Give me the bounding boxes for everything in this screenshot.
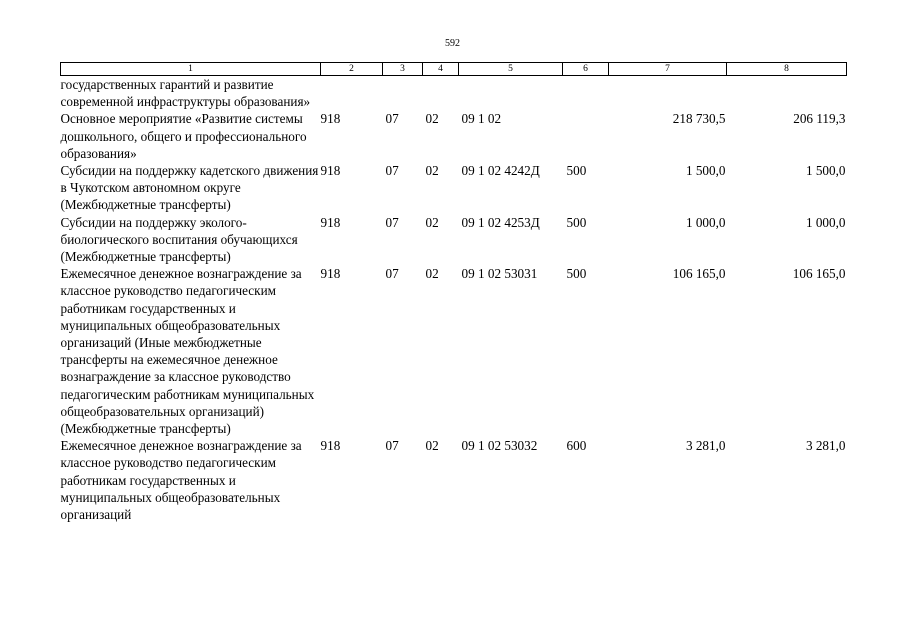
row-expense-type: 500 xyxy=(566,163,587,179)
row-expense-type: 500 xyxy=(566,266,587,282)
row-sum-2: 1 000,0 xyxy=(805,214,846,230)
row-expense-type: 500 xyxy=(566,214,587,230)
row-sum-2 xyxy=(727,76,847,111)
row-section: 07 xyxy=(385,111,399,127)
row-subsection: 02 xyxy=(425,163,439,179)
row-sum-1: 218 730,5 xyxy=(672,111,726,127)
column-header: 6 xyxy=(563,63,609,76)
column-header: 8 xyxy=(727,63,847,76)
row-sum-2: 1 500,0 xyxy=(805,163,846,179)
column-header: 7 xyxy=(609,63,727,76)
row-name: Субсидии на поддержку кадетского движения в Чукотском автономном округе (Межбюджетные трансферты) xyxy=(60,163,319,213)
row-subsection: 02 xyxy=(425,214,439,230)
row-section xyxy=(383,76,423,111)
row-section: 07 xyxy=(385,214,399,230)
row-expense-type: 600 xyxy=(566,438,587,454)
row-sum-2: 3 281,0 xyxy=(805,438,846,454)
row-name: Ежемесячное денежное вознаграждение за классное руководство педагогическим работникам государственных и муниципальных общеобразовательных организаций (Иные межбюджетные трансферты на ежемесячное денежное вознаграждение за классное руководство педагогическим работникам муниципальных общеобразовательных организаций) (Межбюджетные трансферты) xyxy=(60,266,315,437)
row-sum-1: 106 165,0 xyxy=(672,266,726,282)
row-subsection: 02 xyxy=(425,111,439,127)
row-target-code xyxy=(459,76,563,111)
column-header: 4 xyxy=(423,63,459,76)
row-subsection: 02 xyxy=(425,438,439,454)
table-row xyxy=(61,162,847,214)
table-header-row xyxy=(61,63,847,76)
page-number: 592 xyxy=(445,38,460,49)
row-section: 07 xyxy=(385,163,399,179)
row-sum-1: 1 000,0 xyxy=(685,214,726,230)
row-expense-type xyxy=(563,110,609,162)
row-name: Субсидии на поддержку эколого-биологического воспитания обучающихся (Межбюджетные трансферты) xyxy=(60,214,298,265)
budget-table xyxy=(60,62,847,523)
table-row xyxy=(61,265,847,437)
row-gr: 918 xyxy=(320,438,341,454)
table-row xyxy=(61,76,847,111)
column-header: 5 xyxy=(459,63,563,76)
row-sum-1 xyxy=(609,76,727,111)
row-section: 07 xyxy=(385,438,399,454)
row-name: Ежемесячное денежное вознаграждение за классное руководство педагогическим работникам государственных и муниципальных общеобразовательных организаций xyxy=(60,438,302,523)
row-section: 07 xyxy=(385,266,399,282)
row-name: государственных гарантий и развитие современной инфраструктуры образования» xyxy=(60,77,311,110)
row-sum-1: 1 500,0 xyxy=(685,163,726,179)
table-row xyxy=(61,214,847,266)
row-sum-2: 106 165,0 xyxy=(792,266,846,282)
row-sum-2: 206 119,3 xyxy=(793,111,846,127)
row-target-code: 09 1 02 4253Д xyxy=(461,214,540,230)
row-gr: 918 xyxy=(320,163,341,179)
row-subsection: 02 xyxy=(425,266,439,282)
column-header: 1 xyxy=(61,63,321,76)
table-row xyxy=(61,437,847,523)
row-expense-type xyxy=(563,76,609,111)
row-target-code: 09 1 02 4242Д xyxy=(461,163,540,179)
row-gr: 918 xyxy=(320,266,341,282)
row-subsection xyxy=(423,76,459,111)
row-gr: 918 xyxy=(320,214,341,230)
row-target-code: 09 1 02 53032 xyxy=(461,438,538,454)
column-header: 2 xyxy=(321,63,383,76)
row-gr: 918 xyxy=(320,111,341,127)
row-sum-1: 3 281,0 xyxy=(685,438,726,454)
column-header: 3 xyxy=(383,63,423,76)
table-row xyxy=(61,110,847,162)
row-name: Основное мероприятие «Развитие системы дошкольного, общего и профессионального образования» xyxy=(60,111,307,161)
row-gr xyxy=(321,76,383,111)
row-target-code: 09 1 02 xyxy=(461,111,502,127)
row-target-code: 09 1 02 53031 xyxy=(461,266,538,282)
